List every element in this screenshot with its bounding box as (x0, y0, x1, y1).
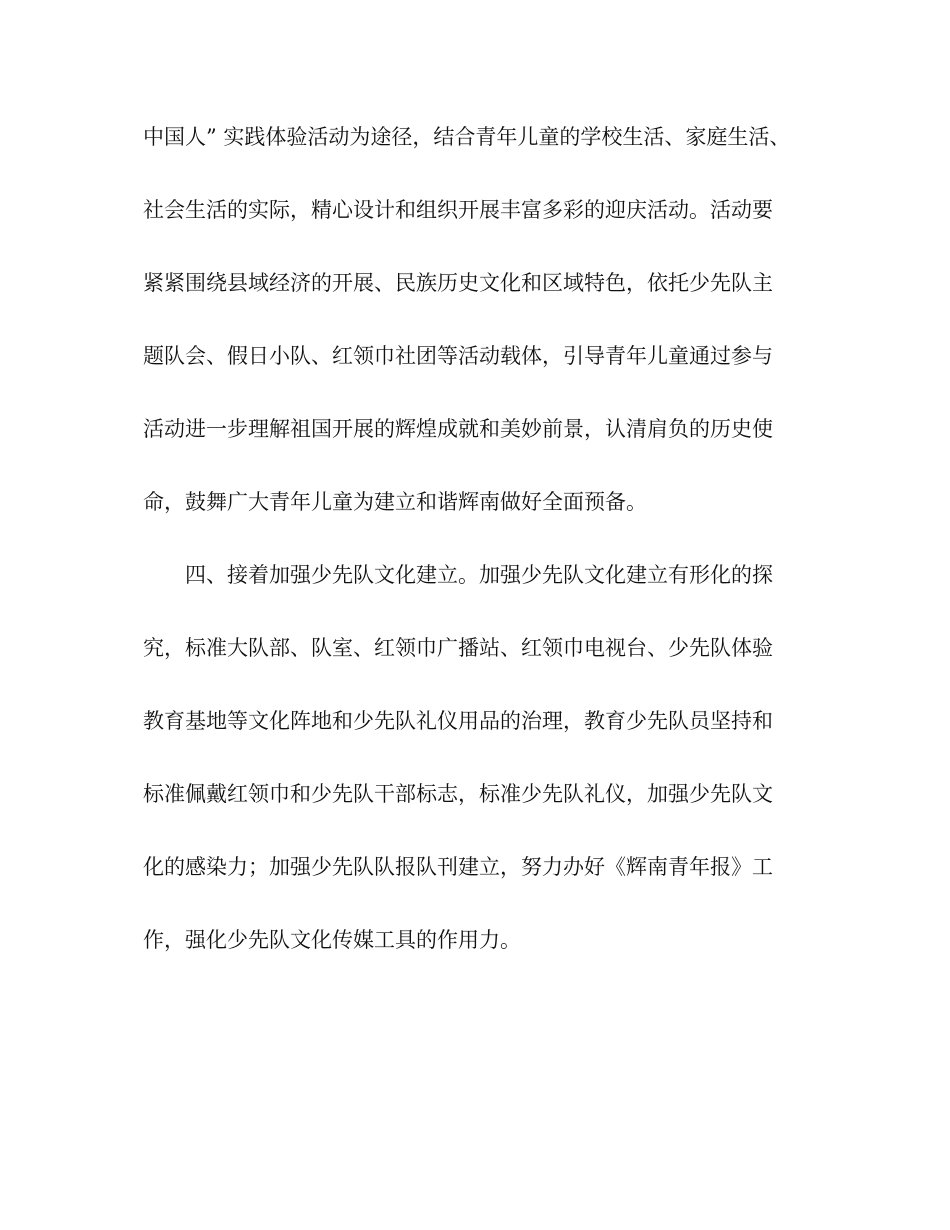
body-text (143, 121, 823, 997)
text-line: 题队会、假日小队、红领巾社团等活动载体，引导青年儿童通过参与 (143, 344, 773, 368)
text-line: 中国人” 实践体验活动为途径，结合青年儿童的学校生活、家庭生活、 (143, 125, 791, 149)
text-line: 教育基地等文化阵地和少先队礼仪用品的治理，教育少先队员坚持和 (143, 709, 773, 733)
section-heading-line: 四、接着加强少先队文化建立。加强少先队文化建立有形化的探 (185, 563, 773, 587)
text-line: 社会生活的实际，精心设计和组织开展丰富多彩的迎庆活动。活动要 (143, 198, 773, 222)
text-line: 标准佩戴红领巾和少先队干部标志，标准少先队礼仪，加强少先队文 (143, 782, 773, 806)
text-line: 化的感染力；加强少先队队报队刊建立，努力办好《辉南青年报》工 (143, 855, 773, 879)
text-line: 紧紧围绕县域经济的开展、民族历史文化和区域特色，依托少先队主 (143, 271, 773, 295)
text-line: 作，强化少先队文化传媒工具的作用力。 (143, 928, 521, 952)
text-line: 活动进一步理解祖国开展的辉煌成就和美妙前景，认清肩负的历史使 (143, 417, 773, 441)
text-line: 究，标准大队部、队室、红领巾广播站、红领巾电视台、少先队体验 (143, 636, 773, 660)
text-line: 命，鼓舞广大青年儿童为建立和谐辉南做好全面预备。 (143, 490, 647, 514)
